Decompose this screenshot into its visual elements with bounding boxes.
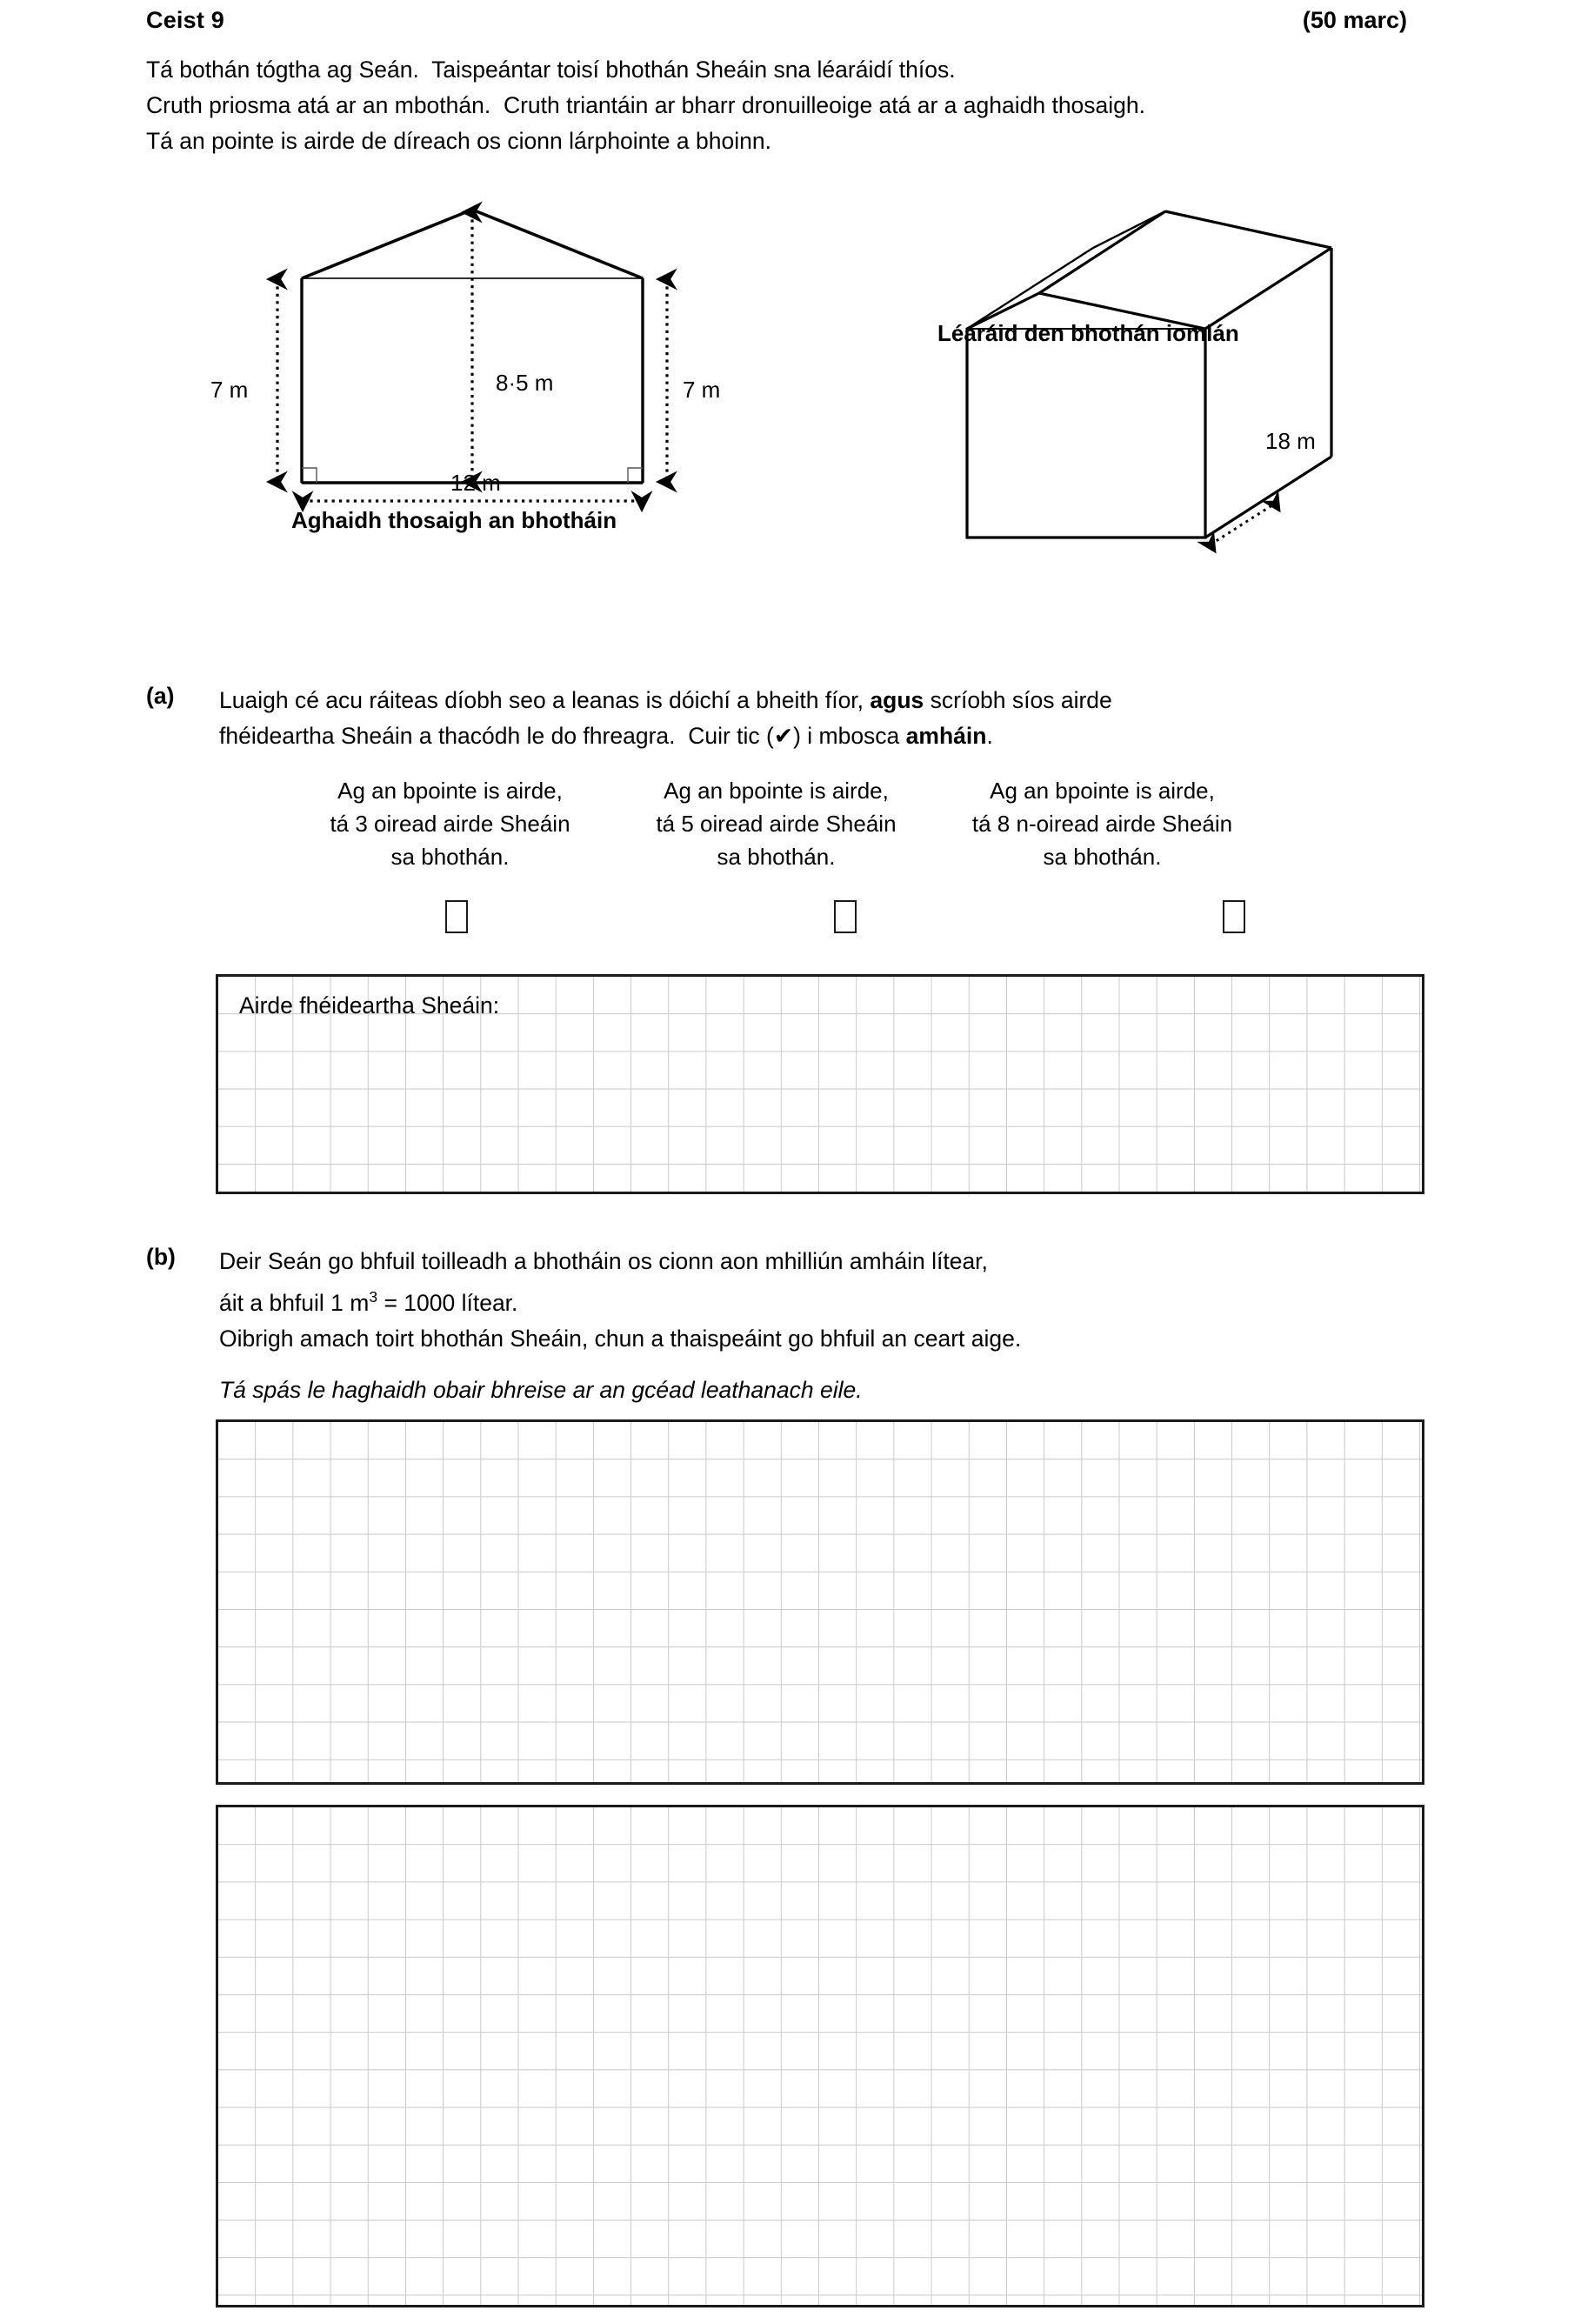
- part-b-line-3: Oibrigh amach toirt bhothán Sheáin, chun a thaispeáint go bhfuil an ceart aige.: [219, 1325, 1022, 1352]
- label-width: 12 m: [450, 470, 501, 496]
- option-3-line-2: tá 8 n-oiread airde Sheáin: [971, 811, 1233, 837]
- part-a-text: [219, 683, 1428, 754]
- part-b-label: (b): [146, 1244, 176, 1270]
- part-b-text: [219, 1244, 1428, 1357]
- caption-full-view: Léaráid den bhothán iomlán: [937, 320, 1239, 346]
- label-height-right: 7 m: [683, 377, 721, 403]
- part-b-line-2-pre: áit a bhfuil 1 m: [219, 1289, 370, 1316]
- part-b-line-2-post: = 1000 lítear.: [377, 1289, 518, 1316]
- option-3-line-3: sa bhothán.: [1043, 844, 1162, 870]
- question-header: [146, 7, 1407, 37]
- part-b-note: [219, 1372, 1428, 1408]
- option-2-line-1: Ag an bpointe is airde,: [664, 778, 889, 804]
- part-b-line-2: [219, 1279, 1428, 1321]
- answer-prompt-label: Airde fhéideartha Sheáin:: [239, 992, 500, 1018]
- intro-line-2: Cruth priosma atá ar an mbothán. Cruth triantáin ar bharr dronuilleoige atá ar a aghaidh thosaigh.: [146, 92, 1146, 118]
- part-a-line-1: [219, 683, 1428, 718]
- part-a-line-1-bold: agus: [870, 687, 924, 713]
- option-3-line-1: Ag an bpointe is airde,: [990, 778, 1215, 804]
- question-marks: (50 marc): [1302, 7, 1407, 33]
- intro-line-3: Tá an pointe is airde de díreach os cionn lárphointe a bhoinn.: [146, 128, 771, 154]
- part-a-line-2-bold: amháin: [905, 723, 987, 749]
- label-depth: 18 m: [1265, 428, 1316, 454]
- part-b-answer-box-2[interactable]: [216, 1805, 1424, 2307]
- caption-front-view: Aghaidh thosaigh an bhotháin: [291, 507, 617, 533]
- checkbox-option-1[interactable]: [445, 900, 468, 933]
- part-a-line-2-post: .: [986, 723, 993, 749]
- option-1-line-2: tá 3 oiread airde Sheáin: [330, 811, 570, 837]
- part-b-line-2-sup: 3: [369, 1288, 378, 1306]
- full-view-prism: [967, 211, 1331, 538]
- part-a-line-1-pre: Luaigh cé acu ráiteas díobh seo a leanas is dóichí a bheith fíor,: [219, 687, 871, 713]
- intro-line-1: Tá bothán tógtha ag Seán. Taispeántar toisí bhothán Sheáin sna léaráidí thíos.: [146, 57, 956, 83]
- option-2-line-3: sa bhothán.: [717, 844, 836, 870]
- question-number: Ceist 9: [146, 7, 224, 33]
- label-apex-height: 8·5 m: [496, 370, 554, 396]
- part-a-answer-box[interactable]: [216, 974, 1424, 1194]
- statement-option-2: [613, 774, 939, 873]
- statement-option-3: [939, 774, 1265, 873]
- part-a-line-2: [219, 718, 1428, 754]
- option-1-line-3: sa bhothán.: [390, 844, 510, 870]
- label-height-left: 7 m: [210, 377, 249, 403]
- part-b-note-text: Tá spás le haghaidh obair bhreise ar an gcéad leathanach eile.: [219, 1377, 863, 1403]
- option-1-line-1: Ag an bpointe is airde,: [337, 778, 563, 804]
- part-a-line-1-post: scríobh síos airde: [924, 687, 1112, 713]
- option-2-line-2: tá 5 oiread airde Sheáin: [656, 811, 897, 837]
- part-a-line-2-pre: fhéideartha Sheáin a thacódh le do fhreagra. Cuir tic (✔) i mbosca: [219, 723, 906, 749]
- dimension-depth: [1211, 504, 1275, 544]
- statement-option-1: [287, 774, 613, 873]
- checkbox-option-2[interactable]: [834, 900, 857, 933]
- checkbox-option-3[interactable]: [1223, 900, 1245, 933]
- part-b-line-1: Deir Seán go bhfuil toilleadh a bhotháin os cionn aon mhilliún amháin lítear,: [219, 1248, 988, 1274]
- question-intro: [146, 52, 1416, 159]
- part-a-label: (a): [146, 683, 175, 709]
- diagram-area: [0, 170, 1581, 604]
- statement-options: [287, 774, 1426, 873]
- part-b-answer-box-1[interactable]: [216, 1419, 1424, 1785]
